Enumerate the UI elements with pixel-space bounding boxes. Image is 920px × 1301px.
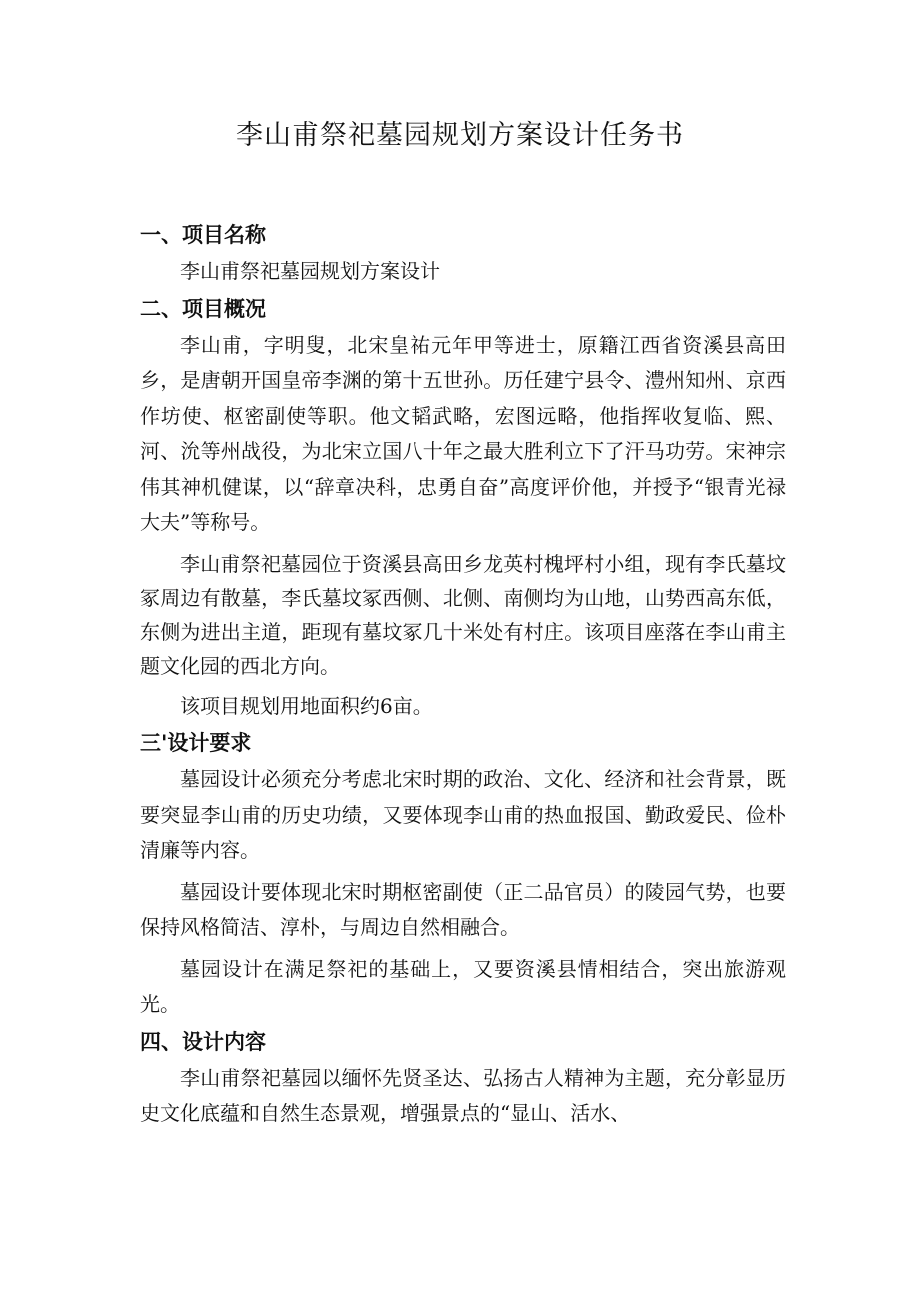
section-heading: 三'设计要求 <box>140 731 252 755</box>
section-heading: 四、设计内容 <box>140 1029 266 1054</box>
section-heading: 二、项目概况 <box>140 296 266 321</box>
section-project-name <box>140 216 786 290</box>
paragraph: 墓园设计在满足祭祀的基础上，又要资溪县情相结合，突出旅游观光。 <box>140 956 786 1016</box>
paragraph: 李山甫祭祀墓园以缅怀先贤圣达、弘扬古人精神为主题，充分彰显历史文化底蕴和自然生态景观，增强景点的“显山、活水、 <box>140 1065 786 1125</box>
document-title: 李山甫祭祀墓园规划方案设计任务书 <box>236 120 684 151</box>
document-body <box>140 216 786 1132</box>
section-design-requirements <box>140 724 786 1023</box>
section-design-content <box>140 1023 786 1132</box>
paragraph: 墓园设计要体现北宋时期枢密副使（正二品官员）的陵园气势，也要保持风格简洁、淳朴，与周边自然相融合。 <box>140 879 786 939</box>
paragraph: 该项目规划用地面积约6亩。 <box>180 693 433 718</box>
section-project-overview <box>140 290 786 725</box>
paragraph: 李山甫祭祀墓园规划方案设计 <box>180 259 440 283</box>
paragraph: 李山甫，字明叟，北宋皇祐元年甲等进士，原籍江西省资溪县高田乡，是唐朝开国皇帝李渊的第十五世孙。历任建宁县令、澧州知州、京西作坊使、枢密副使等职。他文韬武略，宏图远略，他指挥收复临、熙、河、沇等州战役，为北宋立国八十年之最大胜利立下了汗马功劳。宋神宗伟其神机健谋，以“辞章决科，忠勇自奋”高度评价他，并授予“银青光禄大夫”等称号。 <box>140 332 786 534</box>
paragraph: 李山甫祭祀墓园位于资溪县高田乡龙英村槐坪村小组，现有李氏墓坟冢周边有散墓，李氏墓坟冢西侧、北侧、南侧均为山地，山势西高东低，东侧为进出主道，距现有墓坟冢几十米处有村庄。该项目座落在李山甫主题文化园的西北方向。 <box>140 551 786 678</box>
section-heading: 一、项目名称 <box>140 223 266 247</box>
paragraph: 墓园设计必须充分考虑北宋时期的政治、文化、经济和社会背景，既要突显李山甫的历史功绩，又要体现李山甫的热血报国、勤政爱民、俭朴清廉等内容。 <box>140 767 786 862</box>
